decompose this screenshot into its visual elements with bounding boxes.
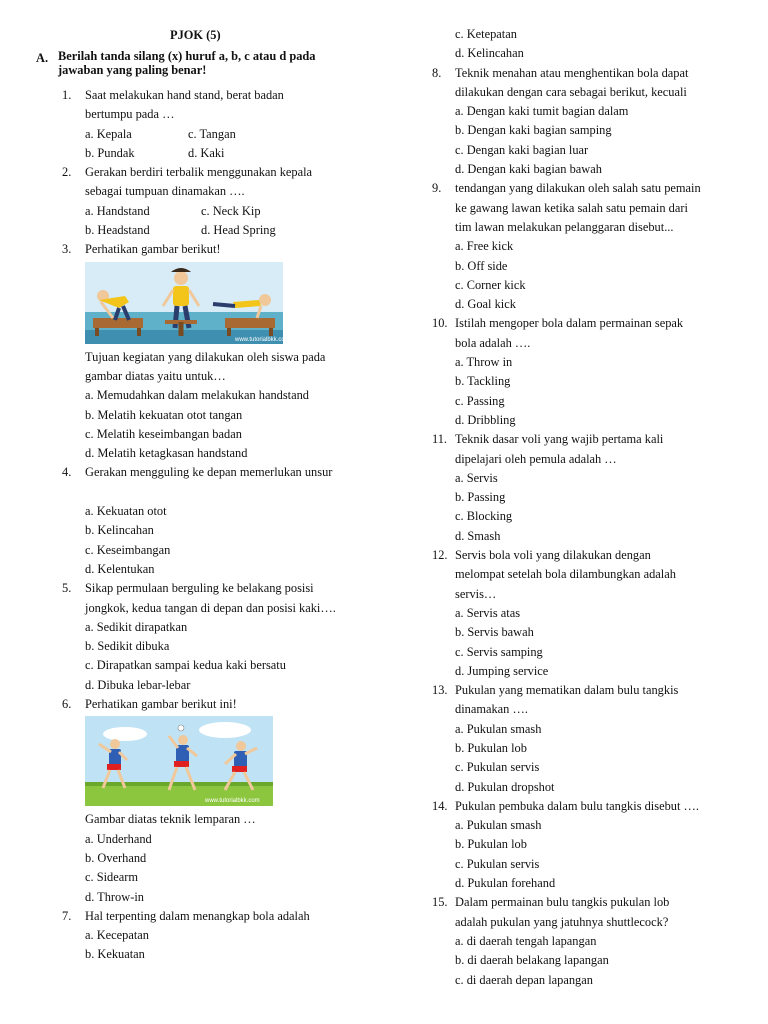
option-a[interactable]: a. Kekuatan otot: [85, 504, 167, 519]
option-c[interactable]: c. Sidearm: [85, 870, 138, 885]
option-d[interactable]: d. Dibuka lebar-lebar: [85, 677, 191, 692]
instruction-line: Berilah tanda silang (x) huruf a, b, c atau d pada: [58, 49, 316, 63]
instruction-line: jawaban yang paling benar!: [58, 63, 207, 77]
blank-line: [85, 483, 382, 502]
image-watermark: www.tutorialbkk.com: [235, 336, 290, 343]
option-b[interactable]: b. Headstand: [85, 223, 150, 238]
option-d[interactable]: d. Pukulan forehand: [455, 876, 556, 891]
option-a[interactable]: a. Underhand: [85, 831, 152, 846]
right-column: [432, 25, 762, 990]
question-9: [432, 179, 762, 314]
section-letter: A.: [36, 51, 49, 65]
option-c[interactable]: c. Dirapatkan sampai kedua kaki bersatu: [85, 658, 286, 673]
option-a[interactable]: a. Handstand: [85, 203, 150, 218]
question-text: Gerakan mengguling ke depan memerlukan unsur: [85, 465, 333, 480]
option-d[interactable]: d. Smash: [455, 528, 501, 543]
question-number: 12.: [432, 548, 448, 563]
question-text: Teknik dasar voli yang wajib pertama kali: [455, 432, 664, 447]
option-a[interactable]: a. di daerah tengah lapangan: [455, 933, 597, 948]
option-b[interactable]: b. Off side: [455, 258, 508, 273]
option-a[interactable]: a. Throw in: [455, 355, 513, 370]
option-a[interactable]: a. Pukulan smash: [455, 721, 542, 736]
option-c[interactable]: c. Corner kick: [455, 277, 526, 292]
question-text: tim lawan melakukan pelanggaran disebut...: [455, 219, 674, 234]
question-7: [62, 907, 382, 965]
option-d[interactable]: d. Jumping service: [455, 663, 549, 678]
option-c[interactable]: c. Pukulan servis: [455, 760, 540, 775]
question-number: 7.: [62, 908, 72, 923]
option-c[interactable]: c. Servis samping: [455, 644, 543, 659]
question-text: Perhatikan gambar berikut ini!: [85, 697, 237, 712]
option-d[interactable]: d. Goal kick: [455, 297, 516, 312]
option-a[interactable]: a. Dengan kaki tumit bagian dalam: [455, 104, 629, 119]
image-watermark: www.tutorialbkk.com: [205, 798, 260, 805]
option-b[interactable]: b. Servis bawah: [455, 625, 534, 640]
question-text: bertumpu pada …: [85, 107, 175, 122]
question-text: Dalam permainan bulu tangkis pukulan lob: [455, 895, 670, 910]
option-b[interactable]: b. Sedikit dibuka: [85, 639, 170, 654]
question-text: dipelajari oleh pemula adalah …: [455, 451, 617, 466]
question-text: Servis bola voli yang dilakukan dengan: [455, 548, 651, 563]
question-4: [62, 463, 382, 579]
option-a[interactable]: a. Sedikit dirapatkan: [85, 619, 188, 634]
question-number: 1.: [62, 88, 72, 102]
question-number: 2.: [62, 165, 72, 180]
question-text: Saat melakukan hand stand, berat badan: [85, 88, 284, 102]
option-b[interactable]: b. Kekuatan: [85, 947, 145, 962]
option-c[interactable]: c. Blocking: [455, 509, 513, 524]
question-text: Teknik menahan atau menghentikan bola dapat: [455, 65, 689, 80]
question-text: tendangan yang dilakukan oleh salah satu pemain: [455, 181, 701, 196]
question-number: 11.: [432, 432, 448, 447]
question-number: 10.: [432, 316, 448, 331]
option-d[interactable]: d. Throw-in: [85, 889, 144, 904]
question-14: [432, 797, 762, 893]
question-number: 9.: [432, 181, 442, 196]
question-text: Hal terpenting dalam menangkap bola adalah: [85, 908, 310, 923]
question-number: 6.: [62, 697, 72, 712]
instruction-text: [58, 49, 316, 77]
option-c[interactable]: c. Melatih keseimbangan badan: [85, 426, 242, 441]
question-8: [432, 64, 762, 180]
page-title: PJOK (5): [170, 28, 221, 42]
question-text: Gerakan berdiri terbalik menggunakan kepala: [85, 165, 313, 180]
question-number: 4.: [62, 465, 72, 480]
option-c[interactable]: c. Dengan kaki bagian luar: [455, 142, 589, 157]
question-text: Pukulan pembuka dalam bulu tangkis disebut ….: [455, 798, 699, 813]
option-row: [85, 125, 382, 144]
question-text: Sikap permulaan berguling ke belakang posisi: [85, 581, 314, 596]
option-a[interactable]: a. Memudahkan dalam melakukan handstand: [85, 388, 309, 403]
question-text: dilakukan dengan cara sebagai berikut, kecuali: [455, 84, 687, 99]
question-number: 8.: [432, 65, 442, 80]
question-text: Pukulan yang mematikan dalam bulu tangkis: [455, 683, 679, 698]
option-d[interactable]: d. Dengan kaki bagian bawah: [455, 162, 602, 177]
option-row: [85, 144, 382, 163]
option-c[interactable]: c. Neck Kip: [201, 203, 261, 218]
question-text: bola adalah ….: [455, 335, 531, 350]
option-b[interactable]: b. Passing: [455, 490, 506, 505]
question-text: adalah pukulan yang jatuhnya shuttlecock?: [455, 914, 669, 929]
question-number: 15.: [432, 895, 448, 910]
option-d[interactable]: d. Head Spring: [201, 223, 276, 238]
option-d[interactable]: d. Kaki: [188, 145, 225, 160]
option-d[interactable]: d. Melatih ketagkasan handstand: [85, 446, 248, 461]
question-text: jongkok, kedua tangan di depan dan posisi kaki….: [85, 600, 336, 615]
option-b[interactable]: b. Tackling: [455, 374, 511, 389]
question-text: Istilah mengoper bola dalam permainan sepak: [455, 316, 684, 331]
option-b[interactable]: b. Pukulan lob: [455, 837, 527, 852]
option-row: [85, 221, 382, 240]
option-b[interactable]: b. Kelincahan: [85, 523, 154, 538]
option-row: [85, 202, 382, 221]
question-6: [62, 695, 382, 907]
question-number: 5.: [62, 581, 72, 596]
option-a[interactable]: a. Kepala: [85, 126, 132, 141]
option-b[interactable]: b. Pukulan lob: [455, 740, 527, 755]
option-c[interactable]: c. Pukulan servis: [455, 856, 540, 871]
option-d[interactable]: d. Pukulan dropshot: [455, 779, 555, 794]
option-c[interactable]: c. di daerah depan lapangan: [455, 972, 593, 987]
throwing-illustration: [85, 716, 273, 806]
left-column: [62, 86, 382, 965]
option-d[interactable]: d. Dribbling: [455, 412, 516, 427]
question-2: [62, 163, 382, 240]
option-d[interactable]: d. Kelincahan: [455, 46, 524, 61]
question-13: [432, 681, 762, 797]
question-number: 3.: [62, 242, 72, 257]
option-c[interactable]: c. Tangan: [188, 126, 236, 141]
question-number: 14.: [432, 798, 448, 813]
question-text: melompat setelah bola dilambungkan adalah: [455, 567, 676, 582]
option-c[interactable]: c. Passing: [455, 393, 505, 408]
option-b[interactable]: b. Pundak: [85, 145, 135, 160]
option-b[interactable]: b. Overhand: [85, 850, 147, 865]
question-15: [432, 893, 762, 989]
question-5: [62, 579, 382, 695]
question-number: 13.: [432, 683, 448, 698]
question-10: [432, 314, 762, 430]
option-c[interactable]: c. Ketepatan: [455, 27, 517, 41]
option-a[interactable]: a. Kecepatan: [85, 928, 149, 943]
gymnastics-illustration: [85, 262, 290, 344]
option-b[interactable]: b. Melatih kekuatan otot tangan: [85, 407, 243, 422]
question-text: servis…: [455, 586, 497, 601]
question-text: dinamakan ….: [455, 702, 528, 717]
question-7-continued: [432, 25, 762, 64]
option-c[interactable]: c. Keseimbangan: [85, 542, 171, 557]
option-a[interactable]: a. Free kick: [455, 239, 514, 254]
option-b[interactable]: b. di daerah belakang lapangan: [455, 953, 609, 968]
question-text: Gambar diatas teknik lemparan …: [85, 812, 256, 827]
option-a[interactable]: a. Servis: [455, 470, 498, 485]
question-1: [62, 86, 382, 163]
question-12: [432, 546, 762, 681]
option-d[interactable]: d. Kelentukan: [85, 561, 155, 576]
question-text: gambar diatas yaitu untuk…: [85, 368, 226, 383]
question-text: ke gawang lawan ketika salah satu pemain dari: [455, 200, 688, 215]
option-a[interactable]: a. Servis atas: [455, 605, 521, 620]
question-text: Tujuan kegiatan yang dilakukan oleh siswa pada: [85, 349, 326, 364]
question-text: Perhatikan gambar berikut!: [85, 242, 221, 257]
question-11: [432, 430, 762, 546]
question-3: [62, 240, 382, 463]
option-a[interactable]: a. Pukulan smash: [455, 818, 542, 833]
question-text: sebagai tumpuan dinamakan ….: [85, 184, 245, 199]
option-b[interactable]: b. Dengan kaki bagian samping: [455, 123, 612, 138]
